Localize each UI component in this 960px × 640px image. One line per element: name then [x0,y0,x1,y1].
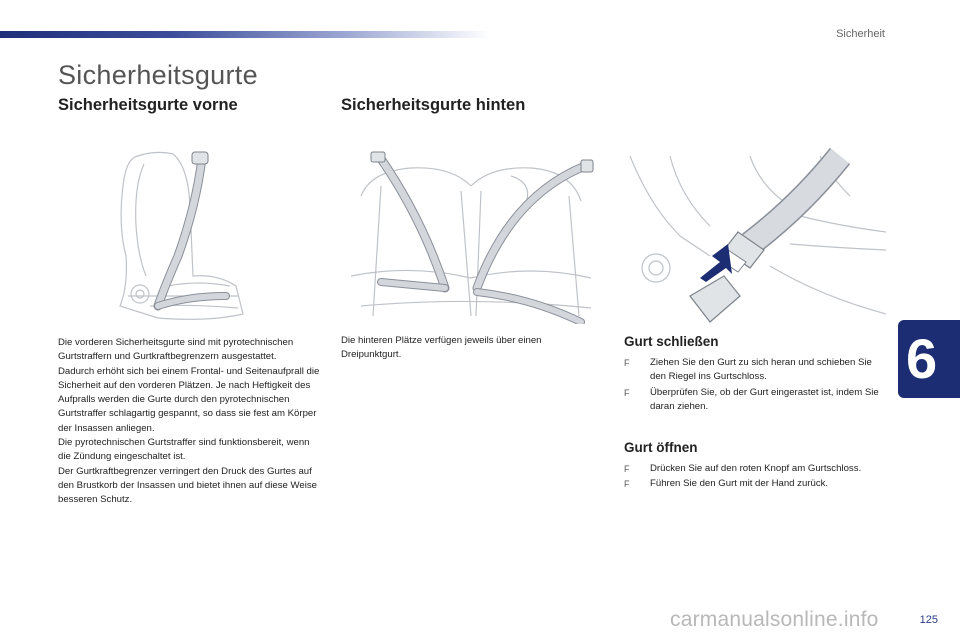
buckle-receiver [690,276,740,322]
front-paragraph-2: Dadurch erhöht sich bei einem Frontal- und Seitenaufprall die Sicherheit auf den vorderen Plätzen. Je nach Heftigkeit des Aufpralls werden die Gurte durch den pyrotechnischen Gurtstraffer schlagartig gespannt, so dass sie fest am Körper der Insassen anliegen. [58,365,320,434]
front-belts-description [58,336,320,508]
page-title: Sicherheitsgurte [58,60,258,90]
watermark: carmanualsonline.info [670,608,879,631]
bullet-marker: F [624,464,630,474]
list-item: F Ziehen Sie den Gurt zu sich heran und schieben Sie den Riegel ins Gurtschloss. [624,357,872,383]
rear-seat-illustration [341,146,607,324]
front-paragraph-3: Die pyrotechnischen Gurtstraffer sind funktionsbereit, wenn die Zündung eingeschaltet ist. [58,437,310,463]
list-item: F Führen Sie den Gurt mit der Hand zurück. [624,477,886,491]
belt-latch-and-strap [720,156,840,272]
front-paragraph-4: Der Gurtkraftbegrenzer verringert den Druck des Gurtes auf den Brustkorb der Insassen und bietet ihnen auf diese Weise besseren Schutz. [58,465,318,506]
list-item: F Überprüfen Sie, ob der Gurt eingerastet ist, indem Sie daran ziehen. [624,386,879,412]
open-belt-heading: Gurt öffnen [624,440,698,455]
rear-right-belt-strap [477,160,593,322]
rear-belts-heading: Sicherheitsgurte hinten [341,96,526,114]
chapter-number: 6 [906,327,938,390]
close-belt-steps [624,356,886,415]
rear-belts-description: Die hinteren Plätze verfügen jeweils über einen Dreipunktgurt. [341,335,542,361]
header-gradient-bar [0,31,490,38]
insert-direction-arrow [700,244,732,282]
front-belts-heading: Sicherheitsgurte vorne [58,96,238,114]
section-label: Sicherheit [836,28,885,40]
bullet-marker: F [624,387,630,398]
front-seat-illustration [98,146,248,324]
buckle-close-illustration [620,146,886,324]
bullet-marker: F [624,479,630,490]
list-item: F Drücken Sie auf den roten Knopf am Gurtschloss. [624,462,886,476]
rear-left-belt-strap [371,152,445,288]
page-number: 125 [919,614,938,626]
bullet-marker: F [624,358,630,368]
open-belt-steps [624,462,886,493]
front-paragraph-1: Die vorderen Sicherheitsgurte sind mit pyrotechnischen Gurtstraffern und Gurtkraftbegrenzern ausgestattet. [58,337,294,363]
close-belt-heading: Gurt schließen [624,334,719,349]
